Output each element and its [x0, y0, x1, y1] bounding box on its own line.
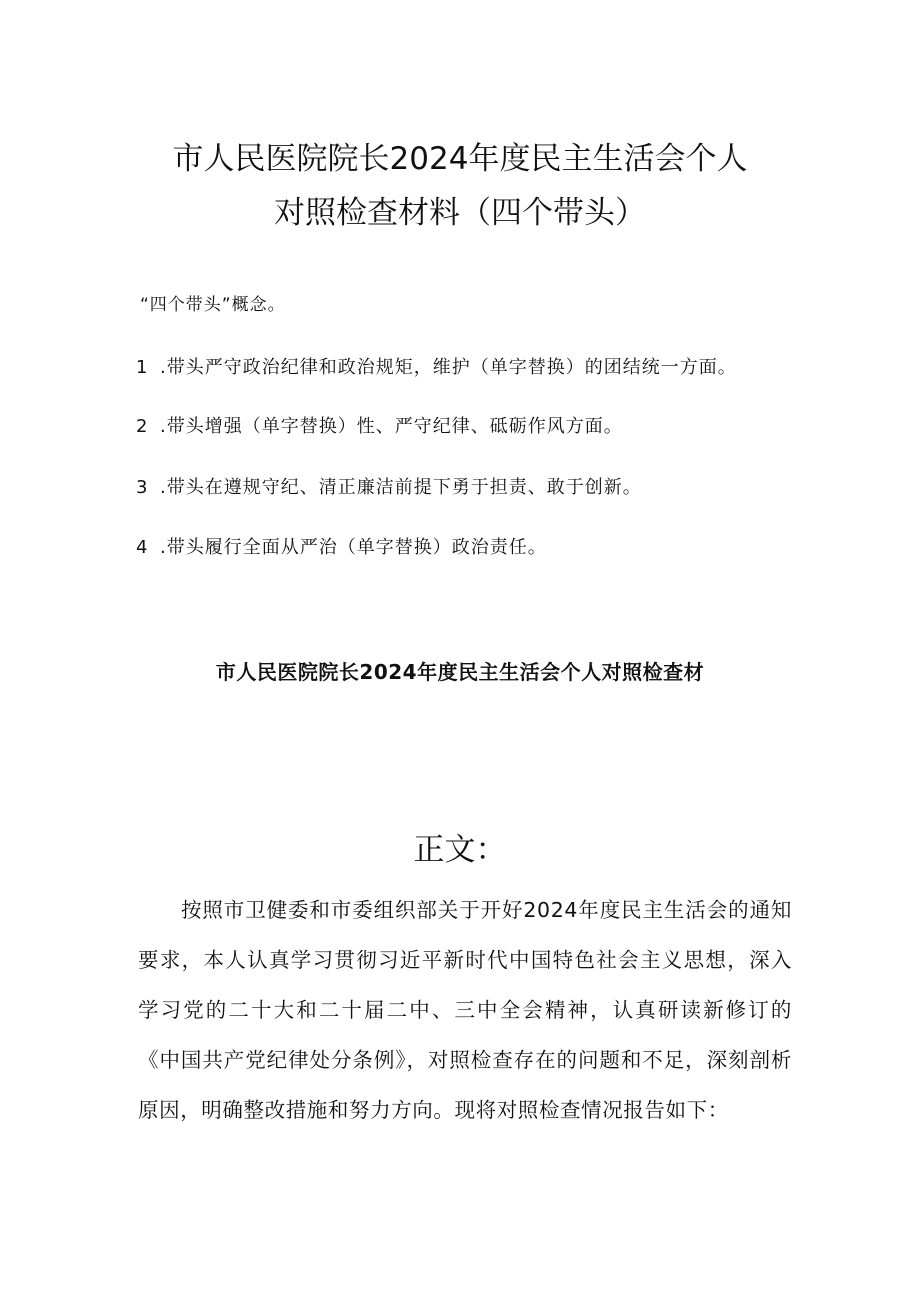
list-item-4: [136, 534, 547, 562]
body-paragraph: 按照市卫健委和市委组织部关于开好2024年度民主生活会的通知要求，本人认真学习贯彻习近平新时代中国特色社会主义思想，深入学习党的二十大和二十届二中、三中全会精神，认真研读新修订的《中国共产党纪律处分条例》，对照检查存在的问题和不足，深刻剖析原因，明确整改措施和努力方向。现将对照检查情况报告如下：: [138, 898, 792, 1122]
list-item-text: .带头在遵规守纪、清正廉洁前提下勇于担责、敢于创新。: [160, 477, 642, 498]
list-item-text: .带头增强（单字替换）性、严守纪律、砥砺作风方面。: [160, 416, 623, 437]
document-title-line-2: 对照检查材料（四个带头）: [274, 195, 646, 231]
list-item-3: [136, 474, 642, 502]
list-item-number: 3: [136, 477, 149, 498]
list-item-number: 4: [136, 537, 149, 558]
list-item-1: [136, 354, 737, 382]
list-item-text: .带头履行全面从严治（单字替换）政治责任。: [160, 537, 547, 558]
concept-label: “四个带头”概念。: [140, 295, 286, 315]
list-item-2: [136, 413, 623, 441]
list-item-text: .带头严守政治纪律和政治规矩，维护（单字替换）的团结统一方面。: [160, 357, 737, 378]
list-item-number: 1: [136, 357, 149, 378]
body-heading: 正文：: [413, 832, 507, 868]
document-title-line-1: 市人民医院院长2024年度民主生活会个人: [172, 141, 748, 177]
section-subtitle: 市人民医院院长2024年度民主生活会个人对照检查材: [215, 660, 705, 684]
list-item-number: 2: [136, 416, 149, 437]
